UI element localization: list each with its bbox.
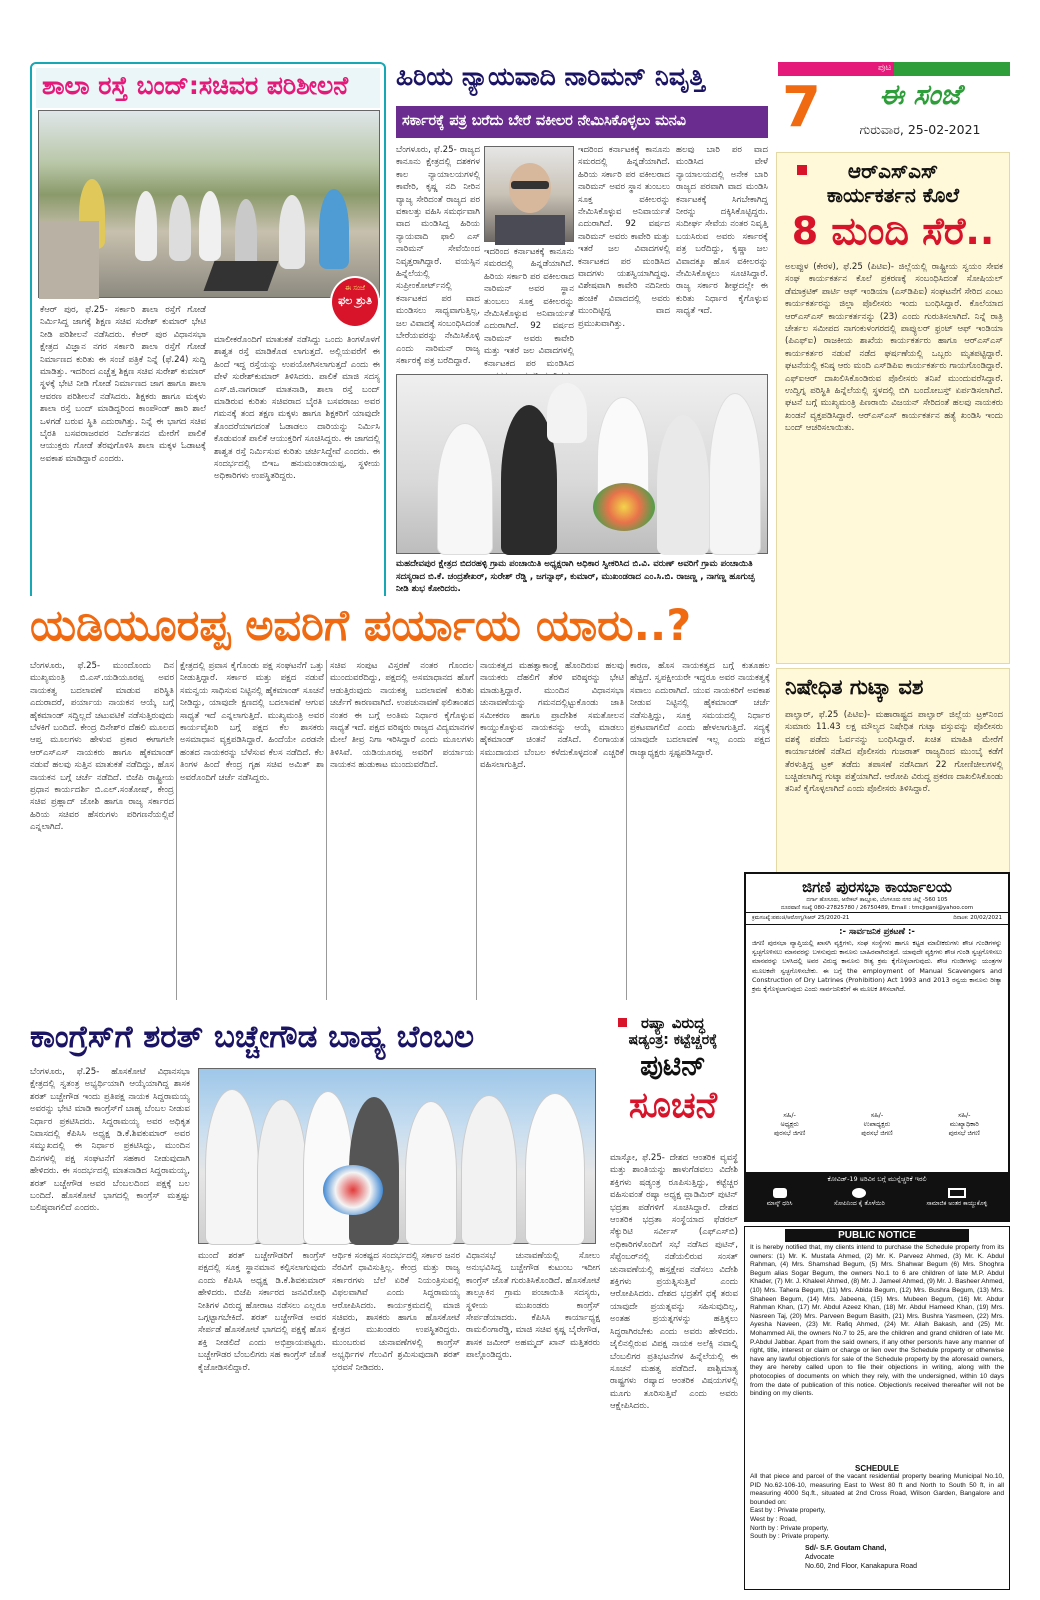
jigani-ref: ಕ್ರಮಸಂಖ್ಯೆ:ಪಪಂಜಿ/ಆರೋಗ್ಯ/ಸಿಆರ್ 25/2020-21 [752,915,850,921]
congress-col-2: ಮುಂದೆ ಶರತ್ ಬಚ್ಚೇಗೌಡರಿಗೆ ಕಾಂಗ್ರೆಸ್ ಪಕ್ಷದಲ್ಲಿ ಸೂಕ್ತ ಸ್ಥಾನಮಾನ ಕಲ್ಪಿಸಲಾಗುವುದು ಎಂದು ಕೆಪಿಸಿಸಿ ಅಧ್ಯಕ್ಷ ಡಿ.ಕೆ.ಶಿವಕುಮಾರ್ ಹೇಳಿದರು. ಬಿಜೆಪಿ ಸರ್ಕಾರದ ಜನವಿರೋಧಿ ನೀತಿಗಳ ವಿರುದ್ಧ ಹೋರಾಟ ನಡೆಸಲು ಎಲ್ಲರೂ ಒಗ್ಗಟ್ಟಾಗಬೇಕಿದೆ. ಶರತ್ ಬಚ್ಚೇಗೌಡ ಅವರ ಸೇರ್ಪಡೆ ಹೊಸಕೋಟೆ ಭಾಗದಲ್ಲಿ ಪಕ್ಷಕ್ಕೆ ಹೊಸ ಶಕ್ತಿ ನೀಡಲಿದೆ ಎಂದು ಅಭಿಪ್ರಾಯಪಟ್ಟರು. ಬಚ್ಚೇಗೌಡರ ಬೆಂಬಲಿಗರು ಸಹ ಕಾಂಗ್ರೆಸ್ ಜೊತೆ ಕೈಜೋಡಿಸಲಿದ್ದಾರೆ. [198,1251,326,1373]
nariman-col-2b: ಇದರಿಂದ ಕರ್ನಾಟಕಕ್ಕೆ ಕಾನೂನು ಸಮರದಲ್ಲಿ ಹಿನ್ನಡೆಯಾಗಿದೆ. ಹಿರಿಯ ಸರ್ಕಾರಿ ಪರ ವಕೀಲರಾದ ನಾರಿಮನ್ ಅವರ ಸ್ಥಾನ ತುಂಬಲು ಸೂಕ್ತ ವಕೀಲರನ್ನು ನೇಮಿಸಿಕೊಳ್ಳುವ ಅನಿವಾರ್ಯತೆ ಎದುರಾಗಿದೆ. 92 ವರ್ಷದ ನಾರಿಮನ್ ಅವರು ಕಾವೇರಿ ಮತ್ತು ಇತರೆ ಜಲ ವಿವಾದಗಳಲ್ಲಿ ಕರ್ನಾಟಕದ ಪರ ಮಂಡಿಸಿದ ವಾದಗಳು ಯಶಸ್ವಿಯಾಗಿದ್ದವು. ವಿಶೇಷವಾಗಿ ಕಾವೇರಿ ನದಿನೀರು ಹಂಚಿಕೆ ವಿವಾದದಲ್ಲಿ ಅವರು ಮುಂದಿಟ್ಟಿದ್ದ ವಾದ ಪ್ರಮುಖವಾಗಿತ್ತು. [578,145,670,329]
putin-headline-1: ಪುಟಿನ್ [640,1049,706,1082]
public-notice-body: It is hereby notified that, my clients intend to purchase the Schedule property from its owners: (1) Mr. K. Mustafa Ahmed, (2) Mr. K. Parveez Ahmed, (3) Mr. K. Abdul Rahman, (4) Mrs. Shamshad Begum, (5) Mrs. Shahwar Begum (6) Mrs. Shoghra Begum alias Sogar Begum, the owners No.1 to 6 are children of late M.P. Abdul Khader, (7) Mr. J. Khaleel Ahmed, (8) Mr. J. Jameel Ahmed, (9) Mr. J. Basheer Ahmed, (10) Mrs. Tahera Begum, (11) Mrs. Abida Begum, (12) Mrs. Bushra Begum, (13) Mrs. Shaheen Begum, (14) Mrs. Jabeena, (15) Mrs. Mubeen Begum, (16) Mr. Abdur Rahman Khan, (17) Mr. Abdul Azeez Khan, (18) Mr. Abdul Hameed Khan, (19) Mrs. Nasreen Taj, (20) Mrs. Parveen Begum Basith, (21) Mrs. Bushra Yasmeen, (22) Mrs. Ayesha Naveen, (23) Mr. Rafiq Ahmed, (24) Mr. Allah Bakash, and (25) Mr. Mohammed Ali, the owners No.7 to 25, are the children and grand children of late Mr. P.Abdul Jabbar. Apart from the said owners, if any other person/s have any manner of right, title, interest or claim or charge or lien over the Schedule property or otherwise have any lawful objection/s for sale of the Schedule property by the aforesaid owners, they are hereby called upon to file their objections in writing, along with the photocopies of documents on which they rely, with the undersigned, within 10 days from the date of publication of this notice. Objection/s received thereafter will not be binding on my clients. [750,1244,1004,1398]
page-number: 7 [782,75,821,140]
school-photo [38,110,380,298]
rss-headline-3: 8 ಮಂದಿ ಸೆರೆ.. [791,209,995,253]
nariman-col-3: ಹಲವು ಬಾರಿ ಪರ ವಾದ ಮಂಡಿಸಿದ ವೇಳೆ ನ್ಯಾಯಾಲಯದಲ್ಲಿ ಅನೇಕ ಬಾರಿ ರಾಜ್ಯದ ಪರವಾಗಿ ವಾದ ಮಂಡಿಸಿ ಕರ್ನಾಟಕಕ್ಕೆ ಸಿಗಬೇಕಾಗಿದ್ದ ನೀರನ್ನು ದಕ್ಕಿಸಿಕೊಟ್ಟಿದ್ದರು. ಸುದೀರ್ಘ ಸೇವೆಯ ನಂತರ ನಿವೃತ್ತಿ ಬಯಸಿರುವ ಅವರು ಸರ್ಕಾರಕ್ಕೆ ಪತ್ರ ಬರೆದಿದ್ದು, ಕೃಷ್ಣಾ ಜಲ ವಿವಾದಕ್ಕೂ ಹೊಸ ವಕೀಲರನ್ನು ನೇಮಿಸಿಕೊಳ್ಳಲು ಸೂಚಿಸಿದ್ದಾರೆ. ರಾಜ್ಯ ಸರ್ಕಾರ ಶೀಘ್ರದಲ್ಲೇ ಈ ಕುರಿತು ನಿರ್ಧಾರ ಕೈಗೊಳ್ಳುವ ಸಾಧ್ಯತೆ ಇದೆ. [676,145,768,317]
rss-headline-1: ಆರ್‌ಎಸ್‌ಎಸ್ [847,159,939,183]
nariman-photo [484,146,574,242]
yediyurappa-col-2: ಕ್ಷೇತ್ರದಲ್ಲಿ ಪ್ರವಾಸ ಕೈಗೊಂಡು ಪಕ್ಷ ಸಂಘಟನೆಗೆ ಒತ್ತು ನೀಡುತ್ತಿದ್ದಾರೆ. ಸರ್ಕಾರ ಮತ್ತು ಪಕ್ಷದ ನಡುವೆ ಸಮನ್ವಯ ಸಾಧಿಸುವ ನಿಟ್ಟಿನಲ್ಲಿ ಹೈಕಮಾಂಡ್ ಸೂಚನೆ ನೀಡಿದ್ದು, ಯಾವುದೇ ಕ್ಷಣದಲ್ಲಿ ಬದಲಾವಣೆ ಆಗುವ ಸಾಧ್ಯತೆ ಇದೆ ಎನ್ನಲಾಗುತ್ತಿದೆ. ಮುಖ್ಯಮಂತ್ರಿ ಅವರ ಕಾರ್ಯವೈಖರಿ ಬಗ್ಗೆ ಪಕ್ಷದ ಕೆಲ ಶಾಸಕರು ಅಸಮಾಧಾನ ವ್ಯಕ್ತಪಡಿಸಿದ್ದಾರೆ. ಹಿಂದೆಯೇ ಎರಡನೇ ಹಂತದ ನಾಯಕರನ್ನು ಬೆಳೆಸುವ ಕೆಲಸ ನಡೆದಿದೆ. ಕೆಲ ತಿಂಗಳ ಹಿಂದೆ ಕೇಂದ್ರ ಗೃಹ ಸಚಿವ ಅಮಿತ್ ಶಾ ಅವರೊಂದಿಗೆ ಚರ್ಚೆ ನಡೆಸಿದ್ದರು. [180,661,324,783]
jigani-subtitle: :- ಸಾರ್ವಜನಿಕ ಪ್ರಕಟಣೆ :- [839,927,915,937]
nariman-headline: ಹಿರಿಯ ನ್ಯಾಯವಾದಿ ನಾರಿಮನ್ ನಿವೃತ್ತಿ [396,62,705,91]
rss-body: ಅಲಪ್ಪುಳ (ಕೇರಳ), ಫೆ.25 (ಪಿಟಿಐ)- ಜಿಲ್ಲೆಯಲ್ಲಿ ರಾಷ್ಟ್ರೀಯ ಸ್ವಯಂ ಸೇವಕ ಸಂಘ ಕಾರ್ಯಕರ್ತನ ಕೊಲೆ ಪ್ರಕರಣಕ್ಕೆ ಸಂಬಂಧಿಸಿದಂತೆ ಸೋಷಿಯಲ್ ಡೆಮಾಕ್ರಟಿಕ್ ಪಾರ್ಟಿ ಆಫ್ ಇಂಡಿಯಾ (ಎಸ್‌ಡಿಪಿಐ) ಸಂಘಟನೆಗೆ ಸೇರಿದ ಎಂಟು ಕಾರ್ಯಕರ್ತರನ್ನು ಜಿಲ್ಲಾ ಪೊಲೀಸರು ಇಂದು ಬಂಧಿಸಿದ್ದಾರೆ. ಕೊಲೆಯಾದ ಆರ್‌ಎಸ್‌ಎಸ್ ಕಾರ್ಯಕರ್ತನನ್ನು (23) ಎಂದು ಗುರುತಿಸಲಾಗಿದೆ. ನಿನ್ನೆ ರಾತ್ರಿ ಚೇರ್ತಲ ಸಮೀಪದ ನಾಗಂಕುಳಂಗರದಲ್ಲಿ ಪಾಪ್ಯುಲರ್ ಫ್ರಂಟ್ ಆಫ್ ಇಂಡಿಯಾ (ಪಿಎಫ್‌ಐ) ರಾಜಕೀಯ ಶಾಖೆಯ ಕಾರ್ಯಕರ್ತರು ಹಾಗೂ ಆರ್‌ಎಸ್‌ಎಸ್ ಕಾರ್ಯಕರ್ತರ ನಡುವೆ ನಡೆದ ಘರ್ಷಣೆಯಲ್ಲಿ ಒಬ್ಬರು ಮೃತಪಟ್ಟಿದ್ದಾರೆ. ಘಟನೆಯಲ್ಲಿ ಕನಿಷ್ಠ ಆರು ಮಂದಿ ಎಸ್‌ಡಿಪಿಐ ಕಾರ್ಯಕರ್ತರು ಗಾಯಗೊಂಡಿದ್ದಾರೆ. ಎಫ್‌ಐಆರ್ ದಾಖಲಿಸಿಕೊಂಡಿರುವ ಪೊಲೀಸರು ತನಿಖೆ ಮುಂದುವರೆಸಿದ್ದಾರೆ. ಉದ್ವಿಗ್ನ ಪರಿಸ್ಥಿತಿ ಹಿನ್ನೆಲೆಯಲ್ಲಿ ಸ್ಥಳದಲ್ಲಿ ಬಿಗಿ ಬಂದೋಬಸ್ತ್ ಏರ್ಪಡಿಸಲಾಗಿದೆ. ಘಟನೆ ಬಗ್ಗೆ ಮುಖ್ಯಮಂತ್ರಿ ಪಿಣರಾಯಿ ವಿಜಯನ್ ಸೇರಿದಂತೆ ಹಲವು ನಾಯಕರು ಖಂಡನೆ ವ್ಯಕ್ತಪಡಿಸಿದ್ದಾರೆ. ಆರ್‌ಎಸ್‌ಎಸ್ ಕಾರ್ಯಕರ್ತನ ಹತ್ಯೆ ಖಂಡಿಸಿ ಇಂದು ಬಂದ್ ಆಚರಿಸಲಾಯಿತು. [785,262,1003,434]
bound-east: East by : Private property, [750,1507,826,1515]
school-headline-box [36,68,380,108]
sign2-role: ಉಪಾಧ್ಯಕ್ಷರು [863,1120,891,1128]
paper-logo: ಈ ಸಂಜೆ [879,78,961,111]
phala-shruti-badge: ಈ ಸಂಜೆ ಫಲ ಶ್ರುತಿ [330,276,380,328]
putin-small-1: ರಷ್ಯಾ ವಿರುದ್ಧ [640,1014,705,1032]
jigani-title: ಜಿಗಣಿ ಪುರಸಭಾ ಕಾರ್ಯಾಲಯ [802,878,952,896]
rss-headline-2: ಕಾರ್ಯಕರ್ತನ ಕೊಲೆ [826,183,960,207]
putin-body: ಮಾಸ್ಕೋ, ಫೆ.25- ದೇಶದ ಆಂತರಿಕ ವ್ಯವಸ್ಥೆ ಮತ್ತು ಶಾಂತಿಯನ್ನು ಹಾಳುಗೆಡವಲು ವಿದೇಶಿ ಶಕ್ತಿಗಳು ಷಡ್ಯಂತ್ರ ರೂಪಿಸುತ್ತಿದ್ದು, ಕಟ್ಟೆಚ್ಚರ ವಹಿಸುವಂತೆ ರಷ್ಯಾ ಅಧ್ಯಕ್ಷ ವ್ಲಾಡಿಮಿರ್ ಪುಟಿನ್ ಭದ್ರತಾ ಪಡೆಗಳಿಗೆ ಸೂಚಿಸಿದ್ದಾರೆ. ದೇಶದ ಆಂತರಿಕ ಭದ್ರತಾ ಸಂಸ್ಥೆಯಾದ ಫೆಡರಲ್ ಸೆಕ್ಯುರಿಟಿ ಸರ್ವೀಸ್ (ಎಫ್‌ಎಸ್‌ಬಿ) ಅಧಿಕಾರಿಗಳೊಂದಿಗೆ ಸಭೆ ನಡೆಸಿದ ಪುಟಿನ್, ಸೆಪ್ಟೆಂಬರ್‌ನಲ್ಲಿ ನಡೆಯಲಿರುವ ಸಂಸತ್ ಚುನಾವಣೆಯಲ್ಲಿ ಹಸ್ತಕ್ಷೇಪ ನಡೆಸಲು ವಿದೇಶಿ ಶಕ್ತಿಗಳು ಪ್ರಯತ್ನಿಸುತ್ತಿವೆ ಎಂದು ಆರೋಪಿಸಿದರು. ದೇಶದ ಭದ್ರತೆಗೆ ಧಕ್ಕೆ ತರುವ ಯಾವುದೇ ಪ್ರಯತ್ನವನ್ನು ಸಹಿಸುವುದಿಲ್ಲ, ಅಂತಹ ಪ್ರಯತ್ನಗಳನ್ನು ಹತ್ತಿಕ್ಕಲು ಸಿದ್ಧರಾಗಿರಬೇಕು ಎಂದು ಅವರು ಹೇಳಿದರು. ಜೈಲಿನಲ್ಲಿರುವ ವಿಪಕ್ಷ ನಾಯಕ ಅಲೆಕ್ಸಿ ನವಾಲ್ನಿ ಬೆಂಬಲಿಗರ ಪ್ರತಿಭಟನೆಗಳ ಹಿನ್ನೆಲೆಯಲ್ಲಿ ಈ ಸೂಚನೆ ಮಹತ್ವ ಪಡೆದಿದೆ. ಪಾಶ್ಚಿಮಾತ್ಯ ರಾಷ್ಟ್ರಗಳು ರಷ್ಯಾದ ಆಂತರಿಕ ವಿಷಯಗಳಲ್ಲಿ ಮೂಗು ತೂರಿಸುತ್ತಿವೆ ಎಂದು ಅವರು ಆಕ್ಷೇಪಿಸಿದರು. [610,1153,738,1412]
yediyurappa-col-1: ಬೆಂಗಳೂರು, ಫೆ.25- ಮುಂದೊಂದು ದಿನ ಮುಖ್ಯಮಂತ್ರಿ ಬಿ.ಎಸ್.ಯಡಿಯೂರಪ್ಪ ಅವರ ನಾಯಕತ್ವ ಬದಲಾವಣೆ ಮಾಡುವ ಪರಿಸ್ಥಿತಿ ಎದುರಾದರೆ, ಪರ್ಯಾಯ ನಾಯಕನ ಆಯ್ಕೆ ಬಗ್ಗೆ ಹೈಕಮಾಂಡ್ ಸದ್ದಿಲ್ಲದೆ ಚಟುವಟಿಕೆ ನಡೆಸುತ್ತಿರುವುದು ಬೆಳಕಿಗೆ ಬಂದಿದೆ. ಕೇಂದ್ರ ದಿನೇಶ್‌ರ ದೆಹಲಿ ಮೂಲದ ಆಪ್ತ ಮೂಲಗಳು ಹೇಳುವ ಪ್ರಕಾರ ಈಗಾಗಲೇ ಆರ್‌ಎಸ್‌ಎಸ್ ನಾಯಕರು ಹಾಗೂ ಹೈಕಮಾಂಡ್ ನಡುವೆ ಹಲವು ಸುತ್ತಿನ ಮಾತುಕತೆ ನಡೆದಿದ್ದು, ಹೊಸ ನಾಯಕನ ಬಗ್ಗೆ ಚರ್ಚೆ ನಡೆದಿದೆ. ಬಿಜೆಪಿ ರಾಷ್ಟ್ರೀಯ ಪ್ರಧಾನ ಕಾರ್ಯದರ್ಶಿ ಬಿ.ಎಲ್.ಸಂತೋಷ್, ಕೇಂದ್ರ ಸಚಿವ ಪ್ರಹ್ಲಾದ್ ಜೋಶಿ ಹಾಗೂ ರಾಜ್ಯ ಸರ್ಕಾರದ ಹಿರಿಯ ಸಚಿವರ ಹೆಸರುಗಳು ಪರಿಗಣನೆಯಲ್ಲಿವೆ ಎನ್ನಲಾಗಿದೆ. [30,661,174,833]
schedule-title: SCHEDULE [854,1464,899,1473]
congress-col-1: ಬೆಂಗಳೂರು, ಫೆ.25- ಹೊಸಕೋಟೆ ವಿಧಾನಸಭಾ ಕ್ಷೇತ್ರದಲ್ಲಿ ಸ್ವತಂತ್ರ ಅಭ್ಯರ್ಥಿಯಾಗಿ ಆಯ್ಕೆಯಾಗಿದ್ದ ಶಾಸಕ ಶರತ್ ಬಚ್ಚೇಗೌಡ ಇಂದು ಪ್ರತಿಪಕ್ಷ ನಾಯಕ ಸಿದ್ದರಾಮಯ್ಯ ಅವರನ್ನು ಭೇಟಿ ಮಾಡಿ ಕಾಂಗ್ರೆಸ್‌ಗೆ ಬಾಹ್ಯ ಬೆಂಬಲ ನೀಡುವ ನಿರ್ಧಾರ ಪ್ರಕಟಿಸಿದರು. ಸಿದ್ದರಾಮಯ್ಯ ಅವರ ಅಧಿಕೃತ ನಿವಾಸದಲ್ಲಿ ಕೆಪಿಸಿಸಿ ಅಧ್ಯಕ್ಷ ಡಿ.ಕೆ.ಶಿವಕುಮಾರ್ ಅವರ ಸಮ್ಮುಖದಲ್ಲಿ ಈ ನಿರ್ಧಾರ ಪ್ರಕಟಿಸಿದ್ದು, ಮುಂದಿನ ದಿನಗಳಲ್ಲಿ ಪಕ್ಷ ಸಂಘಟನೆಗೆ ಸಹಕಾರ ನೀಡುವುದಾಗಿ ಹೇಳಿದರು. ಈ ಸಂದರ್ಭದಲ್ಲಿ ಮಾತನಾಡಿದ ಸಿದ್ದರಾಮಯ್ಯ, ಶರತ್ ಬಚ್ಚೇಗೌಡ ಅವರ ಬೆಂಬಲದಿಂದ ಪಕ್ಷಕ್ಕೆ ಬಲ ಬಂದಿದೆ. ಹೊಸಕೋಟೆ ಭಾಗದಲ್ಲಿ ಕಾಂಗ್ರೆಸ್ ಮತ್ತಷ್ಟು ಬಲಿಷ್ಠವಾಗಲಿದೆ ಎಂದರು. [30,1067,190,1214]
sign1-role: ಅಧ್ಯಕ್ಷರು [780,1120,799,1128]
school-headline: ಶಾಲಾ ರಸ್ತೆ ಬಂದ್:ಸಚಿವರ ಪರಿಶೀಲನೆ [42,71,349,100]
yediyurappa-col-5: ಕಾರಣ, ಹೊಸ ನಾಯಕತ್ವದ ಬಗ್ಗೆ ಕುತೂಹಲ ಹೆಚ್ಚಿದೆ. ಸ್ವಪಕ್ಷೀಯರೇ ಇದ್ದರೂ ಅವರ ನಾಯಕತ್ವಕ್ಕೆ ಸವಾಲು ಎದುರಾಗಿದೆ. ಯುವ ನಾಯಕರಿಗೆ ಅವಕಾಶ ನೀಡುವ ನಿಟ್ಟಿನಲ್ಲಿ ಹೈಕಮಾಂಡ್ ಚರ್ಚೆ ನಡೆಸುತ್ತಿದ್ದು, ಸೂಕ್ತ ಸಮಯದಲ್ಲಿ ನಿರ್ಧಾರ ಪ್ರಕಟವಾಗಲಿದೆ ಎಂದು ಹೇಳಲಾಗುತ್ತಿದೆ. ಸದ್ಯಕ್ಕೆ ಯಾವುದೇ ಬದಲಾವಣೆ ಇಲ್ಲ ಎಂದು ಪಕ್ಷದ ರಾಜ್ಯಾಧ್ಯಕ್ಷರು ಸ್ಪಷ್ಟಪಡಿಸಿದ್ದಾರೆ. [630,661,770,758]
putin-story [606,1014,740,1590]
nariman-col-1: ಬೆಂಗಳೂರು, ಫೆ.25- ರಾಜ್ಯದ ಕಾನೂನು ಕ್ಷೇತ್ರದಲ್ಲಿ ದಶಕಗಳ ಕಾಲ ನ್ಯಾಯಾಲಯಗಳಲ್ಲಿ ಕಾವೇರಿ, ಕೃಷ್ಣ ನದಿ ನೀರಿನ ವ್ಯಾಜ್ಯ ಸೇರಿದಂತೆ ರಾಜ್ಯದ ಪರ ವಕಾಲತ್ತು ವಹಿಸಿ ಸಮರ್ಥವಾಗಿ ವಾದ ಮಂಡಿಸಿದ್ದ ಹಿರಿಯ ನ್ಯಾಯವಾದಿ ಫಾಲಿ ಎಸ್ ನಾರಿಮನ್ ಸೇವೆಯಿಂದ ನಿವೃತ್ತರಾಗಿದ್ದಾರೆ. ವಯಸ್ಸಿನ ಹಿನ್ನೆಲೆಯಲ್ಲಿ ಸುಪ್ರೀಂಕೋರ್ಟ್‌ನಲ್ಲಿ ಕರ್ನಾಟಕದ ಪರ ವಾದ ಮಂಡಿಸಲು ಸಾಧ್ಯವಾಗುತ್ತಿಲ್ಲ, ಜಲ ವಿವಾದಕ್ಕೆ ಸಂಬಂಧಿಸಿದಂತೆ ಬೇರೆಯವರನ್ನು ನೇಮಿಸಿಕೊಳ್ಳಿ ಎಂದು ನಾರಿಮನ್ ರಾಜ್ಯ ಸರ್ಕಾರಕ್ಕೆ ಪತ್ರ ಬರೆದಿದ್ದಾರೆ. [396,145,480,366]
mask-icon [773,1188,787,1198]
group-photo [396,374,768,554]
congress-photo [198,1068,596,1244]
bound-north: North by : Private property, [750,1524,829,1532]
public-notice-title: PUBLIC NOTICE [785,1229,969,1242]
sign3-role: ಮುಖ್ಯಾಧಿಕಾರಿ [949,1120,979,1128]
rss-story [776,152,1010,664]
putin-small-2: ಷಡ್ಯಂತ್ರ: ಕಟ್ಟೆಚ್ಚರಕ್ಕೆ [628,1032,718,1048]
gutka-story [776,668,1010,878]
nariman-col-2: ಇದರಿಂದ ಕರ್ನಾಟಕಕ್ಕೆ ಕಾನೂನು ಸಮರದಲ್ಲಿ ಹಿನ್ನಡೆಯಾಗಿದೆ. ಹಿರಿಯ ಸರ್ಕಾರಿ ಪರ ವಕೀಲರಾದ ನಾರಿಮನ್ ಅವರ ಸ್ಥಾನ ತುಂಬಲು ಸೂಕ್ತ ವಕೀಲರನ್ನು ನೇಮಿಸಿಕೊಳ್ಳುವ ಅನಿವಾರ್ಯತೆ ಎದುರಾಗಿದೆ. 92 ವರ್ಷದ ನಾರಿಮನ್ ಅವರು ಕಾವೇರಿ ಮತ್ತು ಇತರೆ ಜಲ ವಿವಾದಗಳಲ್ಲಿ ಕರ್ನಾಟಕದ ಪರ ಮಂಡಿಸಿದ [484,247,574,369]
yediyurappa-col-3: ಸಚಿವ ಸಂಪುಟ ವಿಸ್ತರಣೆ ನಂತರ ಗೊಂದಲ ಮುಂದುವರೆದಿದ್ದು, ಪಕ್ಷದಲ್ಲಿ ಅಸಮಾಧಾನದ ಹೊಗೆ ಆಡುತ್ತಿರುವುದು ನಾಯಕತ್ವ ಬದಲಾವಣೆ ಕುರಿತು ಚರ್ಚೆಗೆ ಕಾರಣವಾಗಿದೆ. ಉಪಚುನಾವಣೆ ಫಲಿತಾಂಶದ ನಂತರ ಈ ಬಗ್ಗೆ ಅಂತಿಮ ನಿರ್ಧಾರ ಕೈಗೊಳ್ಳುವ ಸಾಧ್ಯತೆ ಇದೆ. ಪಕ್ಷದ ವರಿಷ್ಠರು ರಾಜ್ಯದ ವಿದ್ಯಮಾನಗಳ ಮೇಲೆ ತೀವ್ರ ನಿಗಾ ಇರಿಸಿದ್ದಾರೆ ಎಂದು ಮೂಲಗಳು ತಿಳಿಸಿವೆ. ಯಡಿಯೂರಪ್ಪ ಅವರಿಗೆ ಪರ್ಯಾಯ ನಾಯಕನ ಹುಡುಕಾಟ ಮುಂದುವರೆದಿದೆ. [330,661,474,771]
jigani-body: ಜಿಗಣಿ ಪುರಸಭಾ ವ್ಯಾಪ್ತಿಯಲ್ಲಿ ಖಾಸಗಿ ವ್ಯಕ್ತಿಗಳು, ಸಂಘ ಸಂಸ್ಥೆಗಳು ಹಾಗೂ ಕಟ್ಟಡ ಮಾಲೀಕರುಗಳು ಶೌಚ ಗುಂಡಿಗಳನ್ನು ಸ್ವಚ್ಛಗೊಳಿಸಲು ಮಾನವರನ್ನು ಬಳಸುವುದು ಕಾನೂನು ಬಾಹಿರವಾಗಿರುತ್ತದೆ. ಯಾವುದೇ ವ್ಯಕ್ತಿಗಳು ಶೌಚ ಗುಂಡಿ ಸ್ವಚ್ಛಗೊಳಿಸಲು ಮಾನವರನ್ನು ಬಳಸಿದಲ್ಲಿ ಅವರ ವಿರುದ್ಧ ಕಾನೂನು ರೀತ್ಯ ಕ್ರಮ ಕೈಗೊಳ್ಳಲಾಗುವುದು. ಶೌಚ ಗುಂಡಿಗಳನ್ನು ಯಂತ್ರಗಳ ಮೂಲಕವೇ ಸ್ವಚ್ಛಗೊಳಿಸಬೇಕು. ಈ ಬಗ್ಗೆ the employment of Manual Scavengers and Construction of Dry Latrines (Prohibition) Act 1993 and 2013 ರನ್ವಯ ಕಾನೂನು ರೀತ್ಯಾ ಕ್ರಮ ಕೈಗೊಳ್ಳಲಾಗುವುದು ಎಂದು ಸಾರ್ವಜನಿಕರಿಗೆ ಈ ಮೂಲಕ ತಿಳಿಸಲಾಗಿದೆ. [752,939,1002,994]
masthead [778,62,1010,148]
handwash-icon [852,1188,866,1198]
nariman-subheadline: ಸರ್ಕಾರಕ್ಕೆ ಪತ್ರ ಬರೆದು ಬೇರೆ ವಕೀಲರ ನೇಮಿಸಿಕೊಳ್ಳಲು ಮನವಿ [402,113,686,129]
covid-footer: ಕೋವಿಡ್-19 ಅರಿವಿನ ಬಗ್ಗೆ ಮುನ್ನೆಚ್ಚರಿಕೆ ಇರಲಿ ಮಾಸ್ಕ್ ಧರಿಸಿ ಸೋಪಿನಿಂದ ಕೈ ತೊಳೆಯಿರಿ ಸಾಮಾಜಿಕ ಅಂತರ ಕಾಯ್ದುಕೊಳ್ಳಿ [746,1172,1008,1220]
section-tag: ಪುಟ [878,63,892,73]
nariman-subheadline-bar [396,106,768,138]
yediyurappa-headline-visible: ಯಡಿಯೂರಪ್ಪ ಅವರಿಗೆ ಪರ್ಯಾಯ ಯಾರು..? [30,596,770,658]
school-col-1: ಕೆಆರ್ ಪುರ, ಫೆ.25- ಸರ್ಕಾರಿ ಶಾಲಾ ರಸ್ತೆಗೆ ಗೋಡೆ ನಿರ್ಮಿಸಿದ್ದ ಜಾಗಕ್ಕೆ ಶಿಕ್ಷಣ ಸಚಿವ ಸುರೇಶ್ ಕುಮಾರ್ ಭೇಟಿ ನೀಡಿ ಪರಿಶೀಲನೆ ನಡೆಸಿದರು. ಕೆಆರ್ ಪುರ ವಿಧಾನಸಭಾ ಕ್ಷೇತ್ರದ ವಿಜ್ಞಾನ ನಗರ ಸರ್ಕಾರಿ ಶಾಲಾ ರಸ್ತೆಗೆ ಗೋಡೆ ನಿರ್ಮಾಣದ ಕುರಿತು ಈ ಸಂಜೆ ಪತ್ರಿಕೆ ನಿನ್ನೆ (ಫೆ.24) ಸುದ್ದಿ ಮಾಡಿತ್ತು. ಇದರಿಂದ ಎಚ್ಚೆತ್ತ ಶಿಕ್ಷಣ ಸಚಿವ ಸುರೇಶ್ ಕುಮಾರ್ ಸ್ಥಳಕ್ಕೆ ಭೇಟಿ ನೀಡಿ ಗೋಡೆ ನಿರ್ಮಾಣದ ಜಾಗ ಹಾಗೂ ಶಾಲಾ ಆವರಣ ಪರಿಶೀಲನೆ ನಡೆಸಿದರು. ಶಿಕ್ಷಕರು ಹಾಗೂ ಮಕ್ಕಳು ಶಾಲಾ ರಸ್ತೆ ಬಂದ್ ಮಾಡಿದ್ದರಿಂದ ಕಾಂಪೌಂಡ್ ಹಾರಿ ಶಾಲೆ ಒಳಗಡೆ ಬರುವ ಸ್ಥಿತಿ ಎದುರಾಗಿತ್ತು. ನಿನ್ನೆ ಈ ಭಾಗದ ಸಚಿವ ಬೈರತಿ ಬಸವರಾಜರವರ ನಿರ್ದೇಶನದ ಮೇರೆಗೆ ಪಾಲಿಕೆ ಆಯುಕ್ತರು ಗೋಡೆ ತೆರವುಗೊಳಿಸಿ ಶಾಲಾ ಮಕ್ಕಳ ಓಡಾಟಕ್ಕೆ ಅವಕಾಶ ಮಾಡಿದ್ದಾರೆ ಎಂದರು. [40,305,206,464]
advocate-signature: Sd/- S.F. Goutam Chand, [805,1544,887,1552]
school-story [30,62,386,632]
group-photo-caption: ಮಹದೇವಪುರ ಕ್ಷೇತ್ರದ ಬಿದರಹಳ್ಳಿ ಗ್ರಾಮ ಪಂಚಾಯಿತಿ ಅಧ್ಯಕ್ಷರಾಗಿ ಅಧಿಕಾರ ಸ್ವೀಕರಿಸಿದ ಬಿ.ವಿ. ವರುಣ್ ಅವರಿಗೆ ಗ್ರಾಮ ಪಂಚಾಯಿತಿ ಸದಸ್ಯರಾದ ಬಿ.ಕೆ. ಚಂದ್ರಶೇಖರ್, ಸುರೇಶ್ ರೆಡ್ಡಿ , ಜಗನ್ನಾಥ್, ಕುಮಾರ್, ಮುಖಂಡರಾದ ಎಂ.ಸಿ.ಬಿ. ರಾಜಣ್ಣ , ನಾಗಣ್ಣ ಹೂಗುಚ್ಛ ನೀಡಿ ಶುಭ ಕೋರಿದರು. [396,559,755,594]
yediyurappa-col-4: ನಾಯಕತ್ವದ ಮಹತ್ವಾಕಾಂಕ್ಷೆ ಹೊಂದಿರುವ ಹಲವು ನಾಯಕರು ದೆಹಲಿಗೆ ತೆರಳಿ ವರಿಷ್ಠರನ್ನು ಭೇಟಿ ಮಾಡುತ್ತಿದ್ದಾರೆ. ಮುಂದಿನ ವಿಧಾನಸಭಾ ಚುನಾವಣೆಯನ್ನು ಗಮನದಲ್ಲಿಟ್ಟುಕೊಂಡು ಜಾತಿ ಸಮೀಕರಣ ಹಾಗೂ ಪ್ರಾದೇಶಿಕ ಸಮತೋಲನ ಕಾಯ್ದುಕೊಳ್ಳುವ ನಾಯಕನನ್ನು ಆಯ್ಕೆ ಮಾಡಲು ಹೈಕಮಾಂಡ್ ಚಿಂತನೆ ನಡೆಸಿದೆ. ಲಿಂಗಾಯತ ಸಮುದಾಯದ ಬೆಂಬಲ ಕಳೆದುಕೊಳ್ಳದಂತೆ ಎಚ್ಚರಿಕೆ ವಹಿಸಲಾಗುತ್ತಿದೆ. [480,661,624,771]
bound-south: South by : Private property. [750,1533,830,1541]
jigani-date: ದಿನಾಂಕ: 20/02/2021 [953,915,1002,921]
distance-icon [948,1188,966,1198]
jigani-notice: ಜಿಗಣಿ ಪುರಸಭಾ ಕಾರ್ಯಾಲಯ ದರ್ಗಾ ಹೊಸೂರು, ಆನೇಕಲ್ ತಾಲ್ಲೂಕು, ಬೆಂಗಳೂರು ನಗರ ಜಿಲ್ಲೆ -560 105 ದೂರವಾಣಿ ಸಂಖ್ಯೆ 080-27825780 / 26750489, Email : tmcjigani@yahoo.com ಕ್ರಮಸಂಖ್ಯೆ:ಪಪಂಜಿ/ಆರೋಗ್ಯ/ಸಿಆರ್ 25/2020-21 ದಿನಾಂಕ: 20/02/2021 :- ಸಾರ್ವಜನಿಕ ಪ್ರಕಟಣೆ :- ಜಿಗಣಿ ಪುರಸಭಾ ವ್ಯಾಪ್ತಿಯಲ್ಲಿ ಖಾಸಗಿ ವ್ಯಕ್ತಿಗಳು, ಸಂಘ ಸಂಸ್ಥೆಗಳು ಹಾಗೂ ಕಟ್ಟಡ ಮಾಲೀಕರುಗಳು ಶೌಚ ಗುಂಡಿಗಳನ್ನು ಸ್ವಚ್ಛಗೊಳಿಸಲು ಮಾನವರನ್ನು ಬಳಸುವುದು ಕಾನೂನು ಬಾಹಿರವಾಗಿರುತ್ತದೆ. ಯಾವುದೇ ವ್ಯಕ್ತಿಗಳು ಶೌಚ ಗುಂಡಿ ಸ್ವಚ್ಛಗೊಳಿಸಲು ಮಾನವರನ್ನು ಬಳಸಿದಲ್ಲಿ ಅವರ ವಿರುದ್ಧ ಕಾನೂನು ರೀತ್ಯ ಕ್ರಮ ಕೈಗೊಳ್ಳಲಾಗುವುದು. ಶೌಚ ಗುಂಡಿಗಳನ್ನು ಯಂತ್ರಗಳ ಮೂಲಕವೇ ಸ್ವಚ್ಛಗೊಳಿಸಬೇಕು. ಈ ಬಗ್ಗೆ the employment of Manual Scavengers and Construction of Dry Latrines (Prohibition) Act 1993 and 2013 ರನ್ವಯ ಕಾನೂನು ರೀತ್ಯಾ ಕ್ರಮ ಕೈಗೊಳ್ಳಲಾಗುವುದು ಎಂದು ಸಾರ್ವಜನಿಕರಿಗೆ ಈ ಮೂಲಕ ತಿಳಿಸಲಾಗಿದೆ. ಸಹಿ/- ಅಧ್ಯಕ್ಷರು ಪುರಸಭೆ ಜಿಗಣಿ ಸಹಿ/- ಉಪಾಧ್ಯಕ್ಷರು ಪುರಸಭೆ ಜಿಗಣಿ ಸಹಿ/- ಮುಖ್ಯಾಧಿಕಾರಿ ಪುರಸಭೆ ಜಿಗಣಿ ಕೋವಿಡ್-19 ಅರಿವಿನ ಬಗ್ಗೆ ಮುನ್ನೆಚ್ಚರಿಕೆ ಇರಲಿ ಮಾಸ್ಕ್ ಧರಿಸಿ ಸೋಪಿನಿಂದ ಕೈ ತೊಳೆಯಿರಿ ಸಾಮಾಜಿಕ ಅಂತರ ಕಾಯ್ದುಕೊಳ್ಳಿ [744,872,1010,1222]
schedule-body: All that piece and parcel of the vacant residential property bearing Municipal No.10, PID No.62-106-10, measuring East to West 80 ft and North to South 50 ft, in all measuring 4000 Sq.ft., situated at 2nd Cross Road, Wilson Garden, Bangalore and bounded on: [750,1473,1004,1506]
red-bullet-icon [618,1018,627,1027]
red-bullet-icon [797,165,807,175]
bound-west: West by : Road, [750,1515,797,1523]
school-col-2: ಮಾಲೀಕರೊಂದಿಗೆ ಮಾತುಕತೆ ನಡೆಸಿದ್ದು ಒಂದು ತಿಂಗಳೊಳಗೆ ಶಾಶ್ವತ ರಸ್ತೆ ಮಾಡಿಕೊಡ ಲಾಗುತ್ತದೆ. ಅಲ್ಲಿಯವರೆಗೆ ಈ ಹಿಂದೆ ಇದ್ದ ರಸ್ತೆಯನ್ನು ಉಪಯೋಗಿಸಲಾಗುತ್ತದೆ ಎಂದು ಈ ವೇಳೆ ಸುರೇಶ್‌ಕುಮಾರ್ ತಿಳಿಸಿದರು. ಪಾಲಿಕೆ ಮಾಜಿ ಸದಸ್ಯ ಎಸ್.ಜಿ.ನಾಗರಾಜ್ ಮಾತನಾಡಿ, ಶಾಲಾ ರಸ್ತೆ ಬಂದ್ ಮಾಡಿರುವ ಕುರಿತು ಸಚಿವರಾದ ಬೈರತಿ ಬಸವರಾಜು ಅವರ ಗಮನಕ್ಕೆ ತಂದ ತಕ್ಷಣ ಮಕ್ಕಳು ಹಾಗೂ ಶಿಕ್ಷಕರಿಗೆ ಯಾವುದೇ ತೊಂದರೆಯಾಗದಂತೆ ಓಡಾಡಲು ದಾರಿಯನ್ನು ನಿರ್ಮಿಸಿ ಕೊಡುವಂತೆ ಪಾಲಿಕೆ ಆಯುಕ್ತರಿಗೆ ಸೂಚಿಸಿದ್ದರು. ಈ ಜಾಗದಲ್ಲಿ ಶಾಶ್ವತ ರಸ್ತೆ ನಿರ್ಮಿಸುವ ಕುರಿತು ಚರ್ಚಿಸಿದ್ದೇವೆ ಎಂದರು. ಈ ಸಂದರ್ಭದಲ್ಲಿ ಬಿಇಒ ಹನುಮಂತರಾಯಪ್ಪ, ಸ್ಥಳೀಯ ಅಧಿಕಾರಿಗಳು ಉಪಸ್ಥಿತರಿದ್ದರು. [214,335,380,482]
jigani-address: ದರ್ಗಾ ಹೊಸೂರು, ಆನೇಕಲ್ ತಾಲ್ಲೂಕು, ಬೆಂಗಳೂರು ನಗರ ಜಿಲ್ಲೆ -560 105 [806,897,948,903]
public-notice: PUBLIC NOTICE It is hereby notified that, my clients intend to purchase the Schedule property from its owners: (1) Mr. K. Mustafa Ahmed, (2) Mr. K. Parveez Ahmed, (3) Mr. K. Abdul Rahman, (4) Mrs. Shamshad Begum, (5) Mrs. Shahwar Begum (6) Mrs. Shoghra Begum alias Sogar Begum, the owners No.1 to 6 are children of late M.P. Abdul Khader, (7) Mr. J. Khaleel Ahmed, (8) Mr. J. Jameel Ahmed, (9) Mr. J. Basheer Ahmed, (10) Mrs. Tahera Begum, (11) Mrs. Abida Begum, (12) Mrs. Bushra Begum, (13) Mrs. Shaheen Begum, (14) Mrs. Jabeena, (15) Mrs. Mubeen Begum, (16) Mr. Abdur Rahman Khan, (17) Mr. Abdul Azeez Khan, (18) Mr. Abdul Hameed Khan, (19) Mrs. Nasreen Taj, (20) Mrs. Parveen Begum Basith, (21) Mrs. Bushra Yasmeen, (22) Mrs. Ayesha Naveen, (23) Mr. Rafiq Ahmed, (24) Mr. Allah Bakash, and (25) Mr. Mohammed Ali, the owners No.7 to 25, are the children and grand children of late Mr. P.Abdul Jabbar. Apart from the said owners, if any other person/s have any manner of right, title, interest or claim or charge or lien over the Schedule property or otherwise have any lawful objection/s for sale of the Schedule property by the aforesaid owners, they are hereby called upon to file their objections in writing, along with the photocopies of documents on which they rely, with the undersigned, within 10 days from the date of publication of this notice. Objection/s received thereafter will not be binding on my clients. SCHEDULE All that piece and parcel of the vacant residential property bearing Municipal No.10, PID No.62-106-10, measuring East to West 80 ft and North to South 50 ft, in all measuring 4000 Sq.ft., situated at 2nd Cross Road, Wilson Garden, Bangalore and bounded on: East by : Private property, West by : Road, North by : Private property, South by : Private property. Sd/- S.F. Goutam Chand, Advocate No.60, 2nd Floor, Kanakapura Road [744,1226,1010,1590]
gutka-body: ಪಾಲ್ಘಾರ್, ಫೆ.25 (ಪಿಟಿಐ)- ಮಹಾರಾಷ್ಟ್ರದ ಪಾಲ್ಘಾರ್ ಜಿಲ್ಲೆಯ ಟ್ರಕ್‍ನಿಂದ ಸುಮಾರು 11.43 ಲಕ್ಷ ಮೌಲ್ಯದ ನಿಷೇಧಿತ ಗುಟ್ಕಾ ವಸ್ತುವನ್ನು ಪೊಲೀಸರು ವಶಕ್ಕೆ ಪಡೆದು ಓರ್ವನನ್ನು ಬಂಧಿಸಿದ್ದಾರೆ. ಖಚಿತ ಮಾಹಿತಿ ಮೇರೆಗೆ ಕಾರ್ಯಾಚರಣೆ ನಡೆಸಿದ ಪೊಲೀಸರು ಗುಜರಾತ್ ರಾಜ್ಯದಿಂದ ಮುಂಬೈ ಕಡೆಗೆ ತೆರಳುತ್ತಿದ್ದ ಟ್ರಕ್ ತಡೆದು ತಪಾಸಣೆ ನಡೆಸಿದಾಗ 22 ಗೋಣಿಚೀಲಗಳಲ್ಲಿ ಬಚ್ಚಿಡಲಾಗಿದ್ದ ಗುಟ್ಕಾ ಪತ್ತೆಯಾಗಿದೆ. ಆರೋಪಿ ವಿರುದ್ಧ ಪ್ರಕರಣ ದಾಖಲಿಸಿಕೊಂಡು ತನಿಖೆ ಕೈಗೊಳ್ಳಲಾಗಿದೆ ಎಂದು ಪೊಲೀಸರು ತಿಳಿಸಿದ್ದಾರೆ. [785,710,1003,795]
congress-col-3: ಆರ್ಥಿಕ ಸಂಕಷ್ಟದ ಸಂದರ್ಭದಲ್ಲಿ ಸರ್ಕಾರ ಜನರ ನೆರವಿಗೆ ಧಾವಿಸುತ್ತಿಲ್ಲ. ಕೇಂದ್ರ ಮತ್ತು ರಾಜ್ಯ ಸರ್ಕಾರಗಳು ಬೆಲೆ ಏರಿಕೆ ನಿಯಂತ್ರಿಸುವಲ್ಲಿ ವಿಫಲವಾಗಿವೆ ಎಂದು ಸಿದ್ದರಾಮಯ್ಯ ಆರೋಪಿಸಿದರು. ಕಾರ್ಯಕ್ರಮದಲ್ಲಿ ಮಾಜಿ ಸಚಿವರು, ಶಾಸಕರು ಹಾಗೂ ಹೊಸಕೋಟೆ ಕ್ಷೇತ್ರದ ಮುಖಂಡರು ಉಪಸ್ಥಿತರಿದ್ದರು. ಮುಂಬರುವ ಚುನಾವಣೆಗಳಲ್ಲಿ ಕಾಂಗ್ರೆಸ್ ಅಭ್ಯರ್ಥಿಗಳ ಗೆಲುವಿಗೆ ಶ್ರಮಿಸುವುದಾಗಿ ಶರತ್ ಭರವಸೆ ನೀಡಿದರು. [332,1251,460,1373]
congress-col-4: ವಿಧಾನಸಭೆ ಚುನಾವಣೆಯಲ್ಲಿ ಸೋಲು ಅನುಭವಿಸಿದ್ದ ಬಚ್ಚೇಗೌಡ ಕುಟುಂಬ ಇದೀಗ ಕಾಂಗ್ರೆಸ್ ಜೊತೆ ಗುರುತಿಸಿಕೊಂಡಿದೆ. ಹೊಸಕೋಟೆ ತಾಲ್ಲೂಕಿನ ಗ್ರಾಮ ಪಂಚಾಯಿತಿ ಸದಸ್ಯರು, ಸ್ಥಳೀಯ ಮುಖಂಡರು ಕಾಂಗ್ರೆಸ್ ಸೇರ್ಪಡೆಯಾದರು. ಕೆಪಿಸಿಸಿ ಕಾರ್ಯಾಧ್ಯಕ್ಷ ರಾಮಲಿಂಗಾರೆಡ್ಡಿ, ಮಾಜಿ ಸಚಿವ ಕೃಷ್ಣ ಬೈರೇಗೌಡ, ಶಾಸಕ ಜಮೀರ್ ಅಹಮ್ಮದ್ ಖಾನ್ ಮತ್ತಿತರರು ಪಾಲ್ಗೊಂಡಿದ್ದರು. [466,1251,600,1361]
jigani-contact: ದೂರವಾಣಿ ಸಂಖ್ಯೆ 080-27825780 / 26750489, Email : tmcjigani@yahoo.com [780,905,974,911]
congress-headline: ಕಾಂಗ್ರೆಸ್‌ಗೆ ಶರತ್ ಬಚ್ಚೇಗೌಡ ಬಾಹ್ಯ ಬೆಂಬಲ [30,1019,475,1055]
gutka-headline: ನಿಷೇಧಿತ ಗುಟ್ಕಾ ವಶ [785,675,924,699]
putin-headline-2: ಸೂಚನೆ [628,1085,718,1126]
issue-date: ಗುರುವಾರ, 25-02-2021 [859,122,981,137]
